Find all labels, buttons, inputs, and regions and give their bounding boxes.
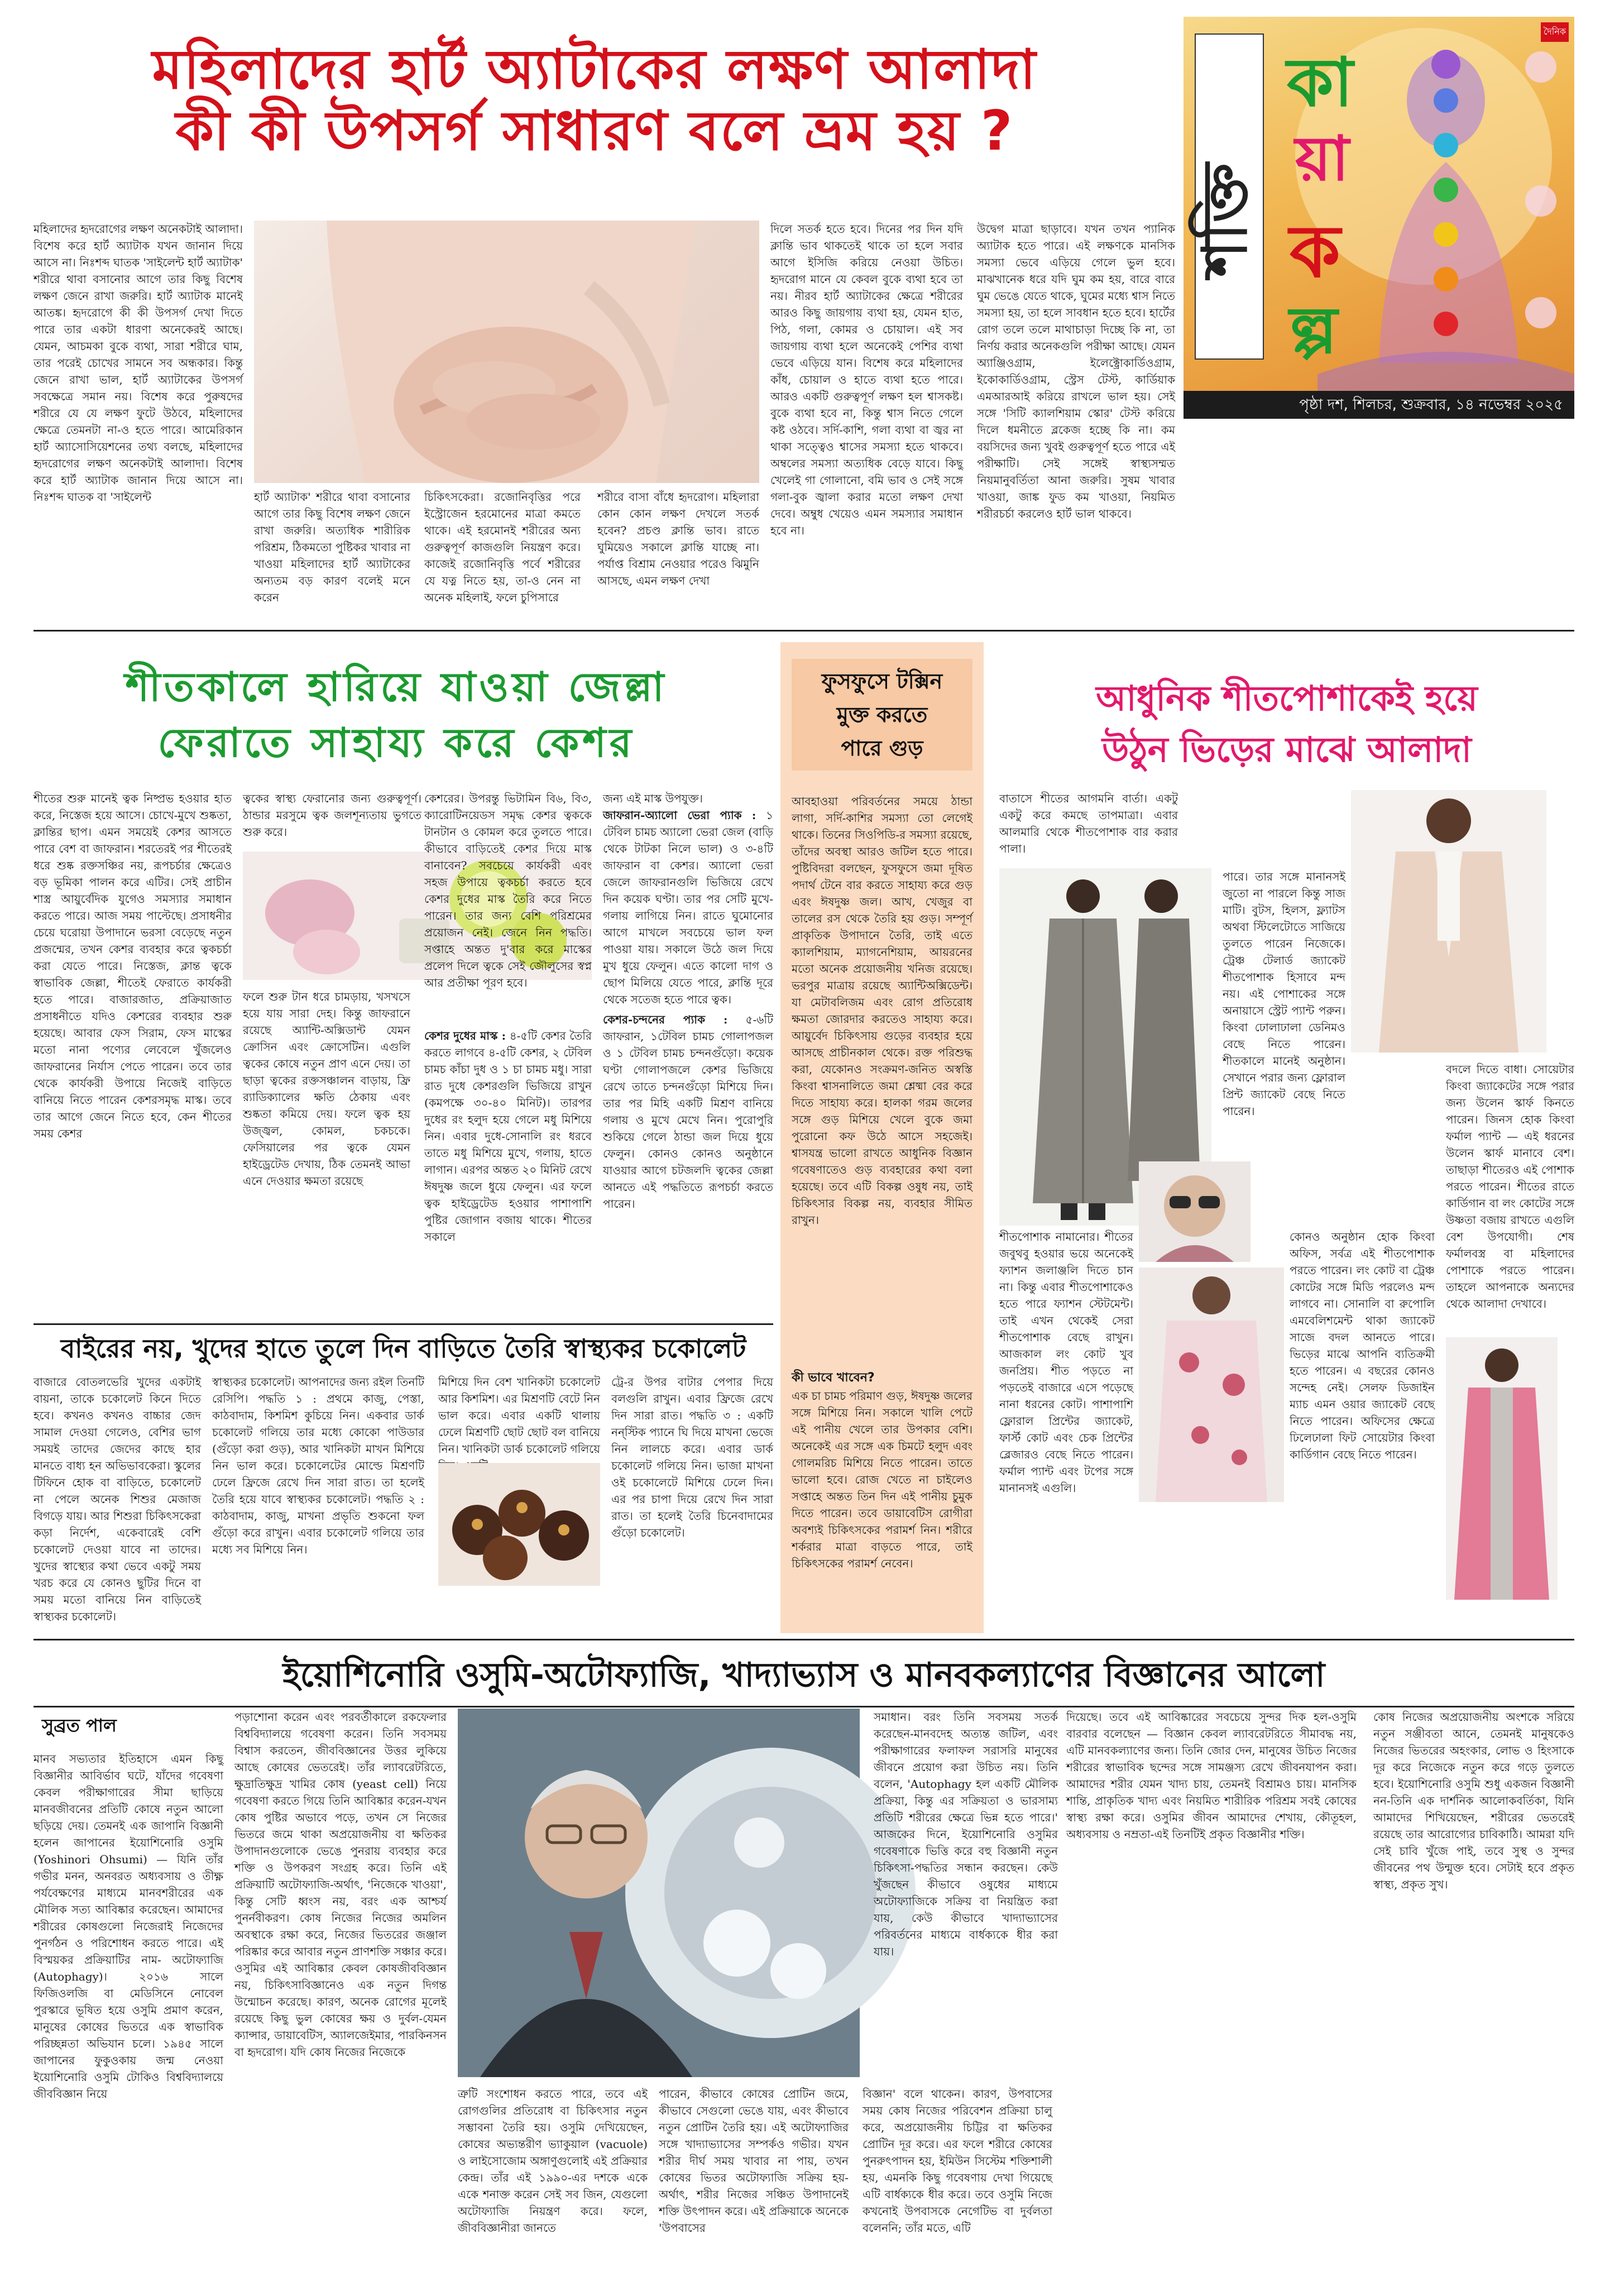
story3-body2: এক চা চামচ পরিমাণ গুড়, ঈষদুষ্ণ জলের সঙ্গে মিশিয়ে নিন। সকালে খালি পেটে এই পানীয় খেলে তার উপকার বেশি। অনেকেই এর সঙ্গে এক চিমটে হলুদ এবং গোলমরিচ মিশিয়ে নিতে পারেন। তাতে ভালো হবে। রোজ খেতে না চাইলেও সপ্তাহে অন্তত তিন দিন এই পানীয় চুমুক দিতে পারেন। তবে ডায়াবেটিস রোগীরা অবশ্যই চিকিৎসকের পরামর্শ নিন। শরীরে শর্করার মাত্রা বাড়তে পারে, তাই চিকিৎসকের পরামর্শ নেবেন।	[792, 1389, 972, 1570]
story1-headline-line1: মহিলাদের হার্ট অ্যাটাকের লক্ষণ আলাদা	[152, 38, 1037, 102]
story1-col5: দিলে সতর্ক হতে হবে। দিনের পর দিন যদি ক্লান্তি ভাব থাকতেই থাকে তা হলে সবার আগে ইসিজি করিয়ে নেওয়া উচিত। হৃদরোগ মানে যে কেবল বুকে ব্যথা হবে তা নয়। নীরব হার্ট অ্যাটাকের ক্ষেত্রে শরীরের আরও কিছু জায়গায় ব্যথা হয়, যেমন হাত, পিঠ, গলা, কোমর ও চোয়াল। এই সব জায়গায় ব্যথা হলে অনেকেই পেশির ব্যথা ভেবে এড়িয়ে যান। বিশেষ করে মহিলাদের কাঁধ, চোয়াল ও হাতে ব্যথা হতে পারে। আরও একটি গুরুত্বপূর্ণ লক্ষণ হল শ্বাসকষ্ট। বুকে ব্যথা হবে না, কিন্তু শ্বাস নিতে গেলে কষ্ট ওঠবে। সর্দি-কাশি, গলা ব্যথা বা জ্বর না থাকা সত্ত্বেও শ্বাসের সমস্যা হতে থাকবে। অম্বলের সমস্যা অত্যধিক বেড়ে যাবে। কিছু খেলেই গা গোলানো, বমি ভাব ও সেই সঙ্গে গলা-বুক জ্বালা করার মতো লক্ষণ দেখা দেবে। অম্বুধ খেয়েও এমন সমস্যার সমাধান হবে না।	[770, 222, 963, 537]
pink-cardigan-photo	[1446, 1337, 1558, 1600]
masthead-logo-box	[1189, 34, 1264, 360]
story3-body: আবহাওয়া পরিবর্তনের সময়ে ঠান্ডা লাগা, সর্দি-কাশির সমস্যা তো লেগেই থাকে। তিনের সিওপিডি-র সমস্যা রয়েছে, তাঁদের অবস্থা আরও জটিল হতে পারে। পুষ্টিবিদরা বলছেন, ফুসফুসে জমা দূষিত পদার্থ টেনে বার করতে সাহায্য করে গুড় এবং ঈষদুষ্ণ জল। আখ, খেজুর বা তালের রস থেকে তৈরি হয় গুড়। সম্পূর্ণ প্রাকৃতিক উপাদানে তৈরি, তাই এতে ক্যালশিয়াম, ম্যাগনেশিয়াম, আয়রনের মতো অনেক প্রয়োজনীয় খনিজ রয়েছে। ভরপুর মাত্রায় রয়েছে অ্যান্টিঅক্সিডেন্ট। যা মেটাবলিজম এবং রোগ প্রতিরোধ ক্ষমতা জোরদার করতেও সাহায্য করে। আয়ুর্বেদ চিকিৎসায় গুড়ের ব্যবহার হয়ে আসছে প্রাচীনকাল থেকে। রক্ত পরিশুদ্ধ করা, যেকোনও সংক্রমণ-জনিত অস্বস্তি কিংবা শ্বাসনালিতে জমা শ্লেষ্মা বের করে দিতে সাহায্য করে। হালকা গরম জলের সঙ্গে গুড় মিশিয়ে খেলে বুকে জমা পুরোনো কফ উঠে আসে সহজেই। শ্বাসযন্ত্র ভালো রাখতে আধুনিক বিজ্ঞান গবেষণাতেও গুড় ব্যবহারের কথা বলা হয়েছে। তবে এটি বিকল্প ওষুধ নয়, তাই চিকিৎসার বিকল্প নয়, ব্যবহার সীমিত রাখুন।	[792, 795, 972, 1227]
story2-col1: শীতের শুরু মানেই ত্বক নিষ্প্রভ হওয়ার হাত করে, নিস্তেজ হয়ে আসে। চোখে-মুখে শুষ্কতা, ক্লান্তির ছাপ। এমন সময়েই কেশর আসতে পারে বেশ বা জাফরান। শরতেরই পর শীতেরই ধরে শুষ্ক রক্তসঞ্চির নয়, রূপচর্চার ক্ষেত্রেও বড় ভূমিকা পালন করে এটির। সেই প্রাচীন শাস্ত্র আয়ুর্বেদিক যুগেও সমস্যার সমাধান করতে পারে। আজ সময় পাল্টেছে। প্রসাধনীর চেয়ে ঘরোয়া উপাদানে ভরসা বেড়েছে নতুন প্রজন্মের, তখন কেশর ব্যবহার করে ত্বকচর্চা করা যেতে পারে। নিস্তেজ, ক্লান্ত ত্বকে স্বাভাবিক জেল্লা, শীতেই ফেরাতে কার্যকরী হতে পারে। বাজারজাত, প্রক্রিয়াজাত প্রসাধনীতে যদিও কেশরের ব্যবহার শুরু হয়েছে। আবার ফেস সিরাম, ফেস মাস্কের মতো নানা পণ্যের লেবেলে খুঁজলেও জাফরানের নির্যাস পেতে পারেন। তবে তার থেকে কার্যকরী উপায়ে নিজেই বাড়িতে বানিয়ে নিতে পারেন কেশরসমৃদ্ধ মাস্ক। তবে তার আগে জেনে নিতে হবে, কেন শীতের সময় কেশর	[33, 792, 232, 1140]
story2-col4-body2: ৫-৬টি জাফরান, ১টেবিল চামচ গোলাপজল ও ১ টেবিল চামচ চন্দনগুঁড়ো। কয়েক ঘণ্টা গোলাপজলে কেশর ভিজিয়ে রেখে তাতে চন্দনগুঁড়ো মিশিয়ে দিন। তার পর মিহি একটি মিশ্রণ বানিয়ে গলায় ও মুখে মেখে নিন। পুরোপুরি শুকিয়ে গেলে ঠান্ডা জল দিয়ে ধুয়ে ফেলুন। কোনও কোনও অনুষ্ঠানে যাওয়ার আগে চটজলদি ত্বকের জেল্লা আনতে এই পদ্ধতিতে রূপচর্চা করতে পারেন।	[603, 1013, 773, 1211]
masthead-section-letter-4: ল্প	[1290, 293, 1338, 370]
story2-col4	[603, 790, 773, 1315]
story2-col4-title2: কেশর-চন্দনের প্যাক :	[603, 1013, 728, 1026]
story4-headline	[999, 673, 1574, 776]
story1-col6: উদ্বেগ মাত্রা ছাড়াবে। যখন তখন প্যানিক অ্যাটাক হতে পারে। এই লক্ষণকে মানসিক সমস্যা ভেবে এড়িয়ে গেলে ভুল হবে। মাঝখানেক ধরে যদি ঘুম কম হয়, বারে বারে ঘুম ভেঙে যেতে থাকে, ঘুমের মধ্যে শ্বাস নিতে সমস্যা হয়, তা হলে সাবধান হতে হবে। হার্টের রোগ তলে তলে মাথাচাড়া দিচ্ছে কি না, তা নির্ণয় করার অনেকগুলি পরীক্ষা আছে। যেমন অ্যাঞ্জিওগ্রাম, ইলেক্ট্রোকার্ডিওগ্রাম, ইকোকার্ডিওগ্রাম, স্ট্রেস টেস্ট, কার্ডিয়াক এমআরআই করিয়ে রাখলে ভাল হয়। সেই সঙ্গে 'সিটি ক্যালশিয়াম স্কোর' টেস্ট করিয়ে দিলে ধমনীতে ব্লকেজ হচ্ছে কি না। কম বয়সিদের জন্য খুবই গুরুত্বপূর্ণ হতে পারে এই পরীক্ষাটি। সেই সঙ্গেই স্বাস্থ্যসম্মত নিয়মানুবর্তিতা আনা জরুরি। সুষম খাবার খাওয়া, জাঙ্ক ফুড কম খাওয়া, নিয়মিত শরীরচর্চা করলেও হার্ট ভাল থাকবে।	[977, 222, 1175, 520]
story2-col3b-body: ৪-৫টি কেশর তৈরি করতে লাগবে ৪-৫টি কেশর, ২ টেবিল চামচ কাঁচা দুধ ও ১ চা চামচ মধু। সারা রাত দুধে কেশরগুলি ভিজিয়ে রাখুন (কমপক্ষে ৩০-৪০ মিনিট)। তারপর দুধের রং হলুদ হয়ে গেলে মধু মিশিয়ে নিন। এবার দুধে-সোনালি রং ধরবে তাতে মধু মিশিয়ে মুখে, গলায়, হাতে লাগান। এরপর অন্তত ২০ মিনিট রেখে ঈষদুষ্ণ জলে ধুয়ে ফেলুন। এর ফলে ত্বক হাইড্রেটেড হওয়ার পাশাপাশি পুষ্টির জোগান বজায় থাকে। শীতের সকালে	[424, 1029, 592, 1243]
story5-col3: মিশিয়ে দিন বেশ খানিকটা চকোলেট আর কিশমিশ। এর মিশ্রণটি বেটে নিন ভাল করে। এবার একটি থালায় ঢেলে মিশ্রণটি ছোট ছোট বল বানিয়ে নিন। খানিকটা ডার্ক চকোলেট গলিয়ে	[438, 1375, 600, 1456]
story1-headline-line2: কী কী উপসর্গ সাধারণ বলে ভ্রম হয় ?	[175, 99, 1014, 163]
story1-headline	[33, 39, 1156, 162]
story6-col6: সমাধান। বরং তিনি সবসময় সতর্ক করেছেন-মানবদেহ অত্যন্ত জটিল, এবং পরীক্ষাগারের ফলাফল সরাসরি মানুষের জীবনে প্রয়োগ করা উচিত নয়। তিনি বলেন, 'Autophagy হল একটি মৌলিক প্রক্রিয়া, কিন্তু এর সক্রিয়তা ও ভারসাম্য প্রতিটি শরীরের ক্ষেত্রে ভিন্ন হতে পারে।' আজকের দিনে, ইয়োশিনোরি ওসুমির গবেষণাকে ভিত্তি করে বহু বিজ্ঞানী নতুন চিকিৎসা-পদ্ধতির সন্ধান করছেন। কেউ খুঁজছেন কীভাবে ওষুধের মাধ্যমে অটোফ্যাজিকে সক্রিয় বা নিয়ন্ত্রিত করা যায়, কেউ কীভাবে খাদ্যাভ্যাসের পরিবর্তনের মাধ্যমে বার্ধক্যকে ধীর করা যায়।	[874, 1710, 1058, 1958]
story5-col4: ট্রে-র উপর বাটার পেপার দিয়ে বলগুলি রাখুন। এবার ফ্রিজে রেখে দিন সারা রাত। পদ্ধতি ৩ : একটি নন্‌স্টিক প্যানে ঘি দিয়ে মাখনা ভেজে নিন লালচে করে। এবার ডার্ক চকোলেট গলিয়ে নিন। ভাজা মাখনা ওই চকোলেটে মিশিয়ে ঢেলে দিন। এর পর চাপা দিয়ে রেখে দিন সারা রাত। তা হলেই তৈরি চিনেবাদামের গুঁড়ো চকোলেট।	[611, 1375, 773, 1539]
masthead-section-letter-2: য়া	[1295, 123, 1349, 194]
story4-headline-line1: আধুনিক শীতপোশাকেই হয়ে	[1096, 678, 1478, 719]
story4-col-right1: পারে। তার সঙ্গে মানানসই জুতো না পারলে কিন্তু সাজ মাটি। বুটস, হিলস, ফ্ল্যাটস অথবা স্টিলেটোতে সাজিয়ে তুলতে পারেন নিজেকে। ট্রেঞ্চ টেলার্ড জ্যাকেট শীতপোশাক হিসাবে মন্দ নয়। এই পোশাকের সঙ্গে অনায়াসে স্ট্রেট প্যান্ট পরুন। কিংবা ঢোলাঢালা ডেনিমও বেছে নিতে পারেন। শীতকালে মানেই অনুষ্ঠান। সেখানে পরার জন্য ফ্লোরাল প্রিন্ট জ্যাকেট বেছে নিতে পারেন।	[1223, 870, 1345, 1118]
story3-headline-line3: পারে গুড়	[841, 736, 923, 760]
story6-col8: কোষ নিজের অপ্রয়োজনীয় অংশকে সরিয়ে নতুন সঞ্জীবতা আনে, তেমনই মানুষকেও নিজের ভিতরের অহংকার, লোভ ও হিংসাকে দূর করে নিজেকে নতুন করে গড়ে তুলতে হবে। ইয়োশিনোরি ওসুমি শুধু একজন বিজ্ঞানী নন-তিনি এক দার্শনিক আলোকবর্তিকা, যিনি আমাদের শিখিয়েছেন, শরীরের ভেতরেই রয়েছে তার আরোগ্যের চাবিকাঠি। আমরা যদি সেই চাবি খুঁজে পাই, তবে সুস্থ ও সুন্দর জীবনের পথ উন্মুক্ত হবে। সেটাই হবে প্রকৃত স্বাস্থ্য, প্রকৃত সুখ।	[1373, 1710, 1574, 1891]
rule-middle-section	[33, 1639, 1574, 1640]
floral-jacket-photo	[1139, 1267, 1284, 1502]
story6-headline: ইয়োশিনোরি ওসুমি-অটোফ্যাজি, খাদ্যাভ্যাস ও মানবকল্যাণের বিজ্ঞানের আলো	[282, 1656, 1325, 1695]
story2-col3b	[424, 1027, 592, 1315]
story2-col4-intro: জন্য এই মাস্ক উপযুক্ত।	[603, 792, 703, 805]
story3-subtitle: কী ভাবে খাবেন?	[792, 1371, 875, 1385]
chocolate-balls-photo	[438, 1463, 600, 1586]
story2-headline-line2: ফেরাতে সাহায্য করে কেশর	[157, 719, 635, 766]
story6-col1: মানব সভ্যতার ইতিহাসে এমন কিছু বিজ্ঞানীর আবির্ভাব ঘটে, যাঁদের গবেষণা কেবল পরীক্ষাগারের সীমা ছাড়িয়ে মানবজীবনের প্রতিটি কোষে নতুন আলো ছড়িয়ে দেয়। তেমনই এক জাপানি বিজ্ঞানী হলেন জাপানের ইয়োশিনোরি ওসুমি (Yoshinori Ohsumi) — যিনি তাঁর গভীর মনন, অনবরত অধ্যবসায় ও তীক্ষ্ণ পর্যবেক্ষণের মাধ্যমে মানবশরীরের এক মৌলিক সত্য আবিষ্কার করেছেন। আমাদের শরীরের কোষগুলো নিজেরাই নিজেদের পুনর্গঠন ও পরিশোধন করতে পারে। এই বিস্ময়কর প্রক্রিয়াটির নাম- অটোফ্যাজি (Autophagy)। ২০১৬ সালে ফিজিওলজি বা মেডিসিনে নোবেল পুরস্কারে ভূষিত হয়ে ওসুমি প্রমাণ করেন, মানুষের কোষের ভিতরে এক স্বাভাবিক পরিচ্ছন্নতা অভিযান চলে। ১৯৪৫ সালে জাপানের ফুকুওকায় জন্ম নেওয়া ইয়োশিনোরি ওসুমি টোকিও বিশ্ববিদ্যালয়ে জীববিজ্ঞান নিয়ে	[33, 1752, 223, 2101]
story2-headline-line1: শীতকালে হারিয়ে যাওয়া জেল্লা	[125, 663, 668, 710]
story4-col-c: বদলে দিতে বাধা। সোয়েটার কিংবা জ্যাকেটের সঙ্গে পরার জন্য উলেন স্কার্ফ কিনতে পারেন। জিনস হোক কিংবা ফর্মাল প্যান্ট — এই ধরনের উলেন স্কার্ফ মানাবে বেশ। তাছাড়া শীতেরও এই পোশাক পরতে পারেন। শীতের রাতে কার্ডিগান বা লং কোটের সঙ্গে উষ্ণতা বজায় রাখতে এগুলি বেশ উপযোগী। শেষ ফর্মালবস্ত্র বা মহিলাদের পোশাকে পরতে পারেন। তাহলে আপনাকে অন্যদের থেকে আলাদা দেখাবে।	[1446, 1063, 1574, 1310]
story5-col1: বাজারে বোতলভেরি খুদের একটাই বায়না, তাকে চকোলেট কিনে দিতে হবে। কখনও কখনও বাচ্চার জেদ সামাল দেওয়া গেলেও, বেশির ভাগ সময়ই তাদের জেদের কাছে হার মানতে বাধ্য হন অভিভাবকেরা। স্কুলের টিফিনে হোক বা বাড়িতে, চকোলেট না পেলে অনেক শিশুর মেজাজ বিগড়ে যায়। আর শিশুরা চিকিৎসকেরা কড়া নির্দেশ, একেবারেই বেশি চকোলেট দেওয়া যাবে না তাদের। খুদের স্বাস্থ্যের কথা ভেবে একটু সময় খরচ করে যে কোনও ছুটির দিনে বা সময় মতো বানিয়ে নিন বাড়িতেই স্বাস্থ্যকর চকোলেট।	[33, 1375, 201, 1623]
masthead-section-letter-1: কা	[1287, 44, 1353, 122]
story5-headline: বাইরের নয়, খুদের হাতে তুলে দিন বাড়িতে তৈরি স্বাস্থ্যকর চকোলেট	[60, 1333, 746, 1364]
story3-headline	[792, 659, 972, 771]
story2-col4-title1: জাফরান-অ্যালো ভেরা প্যাক :	[603, 809, 756, 822]
masthead-logo: শক্তি	[1189, 163, 1261, 277]
story4-headline-line2: উঠুন ভিড়ের মাঝে আলাদা	[1102, 729, 1472, 770]
story3-box	[780, 642, 984, 1633]
woman-chest-pain-photo	[254, 221, 759, 483]
story4-intro: বাতাসে শীতের আগমনি বার্তা। একটু একটু করে কমছে তাপমাত্রা। এবার আলমারি থেকে শীতপোশাক বার করার পালা।	[999, 792, 1178, 855]
story2-headline	[33, 659, 759, 771]
yoshinori-ohsumi-photo	[458, 1709, 860, 2077]
story4-photo-blazer	[1351, 790, 1546, 1053]
story5-col3-tail	[438, 1591, 600, 1633]
story6-author: সুব্রত পাল	[42, 1715, 117, 1736]
story6-col4: পারেন, কীভাবে কোষের প্রোটিন জমে, কীভাবে সেগুলো ভেঙে যায়, এবং কীভাবে নতুন প্রোটিন তৈরি হয়। এই অটোফ্যাজির সঙ্গে খাদ্যাভ্যাসের সম্পর্কও গভীর। যখন শরীর দীর্ঘ সময় খাবার না পায়, তখন কোষের ভিতর অটোফ্যাজি সক্রিয় হয়-অর্থাৎ, শরীর নিজের সঞ্চিত উপাদানেই শক্তি উৎপাদন করে। এই প্রক্রিয়াকে অনেকে 'উপবাসের	[659, 2087, 849, 2235]
story1-col3: চিকিৎসকেরা। রজোনিবৃত্তির পরে ইস্ট্রোজেন হরমোনের মাত্রা কমতে থাকে। এই হরমোনই শরীরের অন্য গুরুত্বপূর্ণ কাজগুলি নিয়ন্ত্রণ করে। কাজেই রজোনিবৃত্তি পর্বে শরীরের যে যত্ন নিতে হয়, তা-ও নেন না অনেক মহিলাই, ফলে চুপিসারে	[424, 490, 581, 604]
story2-col3: কেশরের। উপরন্তু ভিটামিন বি৬, বি৩, ক্যারোটিনয়েডস সমৃদ্ধ কেশর ত্বককে টানটান ও কোমল করে তুলতে পারে। কীভাবে বাড়িতেই কেশর দিয়ে মাস্ক বানাবেন? সবচেয়ে কার্যকরী এবং সহজ উপায়ে ত্বকচর্চা করতে হবে কেশর দুধের মাস্ক তৈরি করে নিতে পারেন। তার জন্য বেশি পরিশ্রমের প্রয়োজন নেই। জেনে নিন পদ্ধতি। সপ্তাহে অন্তত দু'বার করে মাস্কের প্রলেপ দিলে ত্বকে সেই জৌলুসের স্বপ্ন আর প্রতীক্ষা পূরণ হবে।	[424, 792, 592, 989]
story6-col7: দিয়েছে। তবে এই আবিষ্কারের সবচেয়ে সুন্দর দিক হল-ওসুমি বারবার বলেছেন — বিজ্ঞান কেবল ল্যাবরেটরিতে সীমাবদ্ধ নয়, এটি মানবকল্যাণের জন্য। তিনি জোর দেন, মানুষের উচিত নিজের শরীরের স্বাভাবিক ছন্দের সঙ্গে সামঞ্জস্য রেখে জীবনযাপন করা। আমাদের শরীর যেমন খাদ্য চায়, তেমনই বিশ্রামও চায়। মানসিক শান্তি, প্রাকৃতিক খাদ্য এবং নিয়মিত শারীরিক পরিশ্রম সবই কোষের স্বাস্থ্য রক্ষা করে। ওসুমির জীবন আমাদের শেখায়, কৌতূহল, অধ্যবসায় ও নম্রতা-এই তিনটিই প্রকৃত বিজ্ঞানীর শক্তি।	[1066, 1710, 1357, 1841]
story4-photo-sunglasses	[1139, 1161, 1251, 1262]
story5-photo	[438, 1463, 600, 1586]
story3-headline-line1: ফুসফুসে টক্সিন	[821, 669, 943, 693]
masthead-date-bar	[1184, 391, 1574, 419]
masthead-paper-tag: দৈনিক	[1541, 22, 1569, 42]
story1-col2: হার্ট অ্যাটাক' শরীরে থাবা বসানোর আগে তার কিছু বিশেষ লক্ষণ জেনে রাখা জরুরি। অত্যধিক শারীরিক পরিশ্রম, ঠিকমতো পুষ্টিকর খাবার না খাওয়া মহিলাদের হার্ট অ্যাটাকের অন্যতম বড় কারণ বলেই মনে করেন	[254, 490, 410, 604]
woman-sunglasses-photo	[1139, 1161, 1251, 1262]
story6-col3: ত্রুটি সংশোধন করতে পারে, তবে এই রোগগুলির প্রতিরোধ বা চিকিৎসার নতুন সম্ভাবনা তৈরি হয়। ওসুমি দেখিয়েছেন, কোষের অভ্যন্তরীণ ভ্যাকুয়াল (vacuole) ও লাইসোজোম অঙ্গাণুগুলোই এই প্রক্রিয়ার কেন্দ্র। তাঁর এই ১৯৯০-এর দশকে একে একে শনাক্ত করেন সেই সব জিন, যেগুলো অটোফ্যাজি নিয়ন্ত্রণ করে। ফলে, জীববিজ্ঞানীরা জানতে	[458, 2087, 648, 2235]
story6-byline	[42, 1711, 209, 1739]
story2-col3b-title: কেশর দুধের মাস্ক :	[424, 1029, 506, 1042]
masthead-panel	[1184, 17, 1574, 419]
masthead-date-text: পৃষ্ঠা দশ, শিলচর, শুক্রবার, ১৪ নভেম্বর ২০২৫	[1299, 396, 1563, 413]
story4-col-b: কোনও অনুষ্ঠান হোক কিংবা অফিস, সর্বত্র এই শীতপোশাক পরতে পারেন। লং কোট বা ট্রেঞ্চ কোটের সঙ্গে মিডি পরলেও মন্দ লাগবে না। সোনালি বা রুপোলি এমবেলিশমেন্ট থাকা জ্যাকেট সাজে বদল আনতে পারে। ভিড়ের মাঝে আপনি ব্যতিক্রমী হতে পারেন। এ বছরের কোনও সন্দেহ নেই। সেলফ ডিজাইন ম্যাচ এমন ওয়ার জ্যাকেট বেছে নিতে পারেন। অফিসের ক্ষেত্রে ঢিলেঢালা ফিট সোয়েটার কিংবা কার্ডিগান বেছে নিতে পারেন।	[1290, 1230, 1435, 1461]
story6-col2: পড়াশোনা করেন এবং পরবর্তীকালে রকফেলার বিশ্ববিদ্যালয়ে গবেষণা করেন। তিনি সবসময় বিশ্বাস করতেন, জীববিজ্ঞানের উত্তর লুকিয়ে আছে কোষের ভেতরেই। তাঁর ল্যাবরেটরিতে, ক্ষুদ্রাতিক্ষুদ্র খামির কোষ (yeast cell) নিয়ে গবেষণা করতে গিয়ে তিনি আবিষ্কার করেন-যখন কোষ পুষ্টির অভাবে পড়ে, তখন সে নিজের ভিতরে জমে থাকা অপ্রয়োজনীয় বা ক্ষতিকর উপাদানগুলোকে ভেঙে পুনরায় ব্যবহার করে শক্তি ও উপকরণ সংগ্রহ করে। তিনি এই প্রক্রিয়াটি অটোফ্যাজি-অর্থাৎ, 'নিজেকে খাওয়া', কিন্তু সেটি ধ্বংস নয়, বরং এক আশ্চর্য পুনর্নবীকরণ। কোষ নিজের নিজের অমলিন অবস্থাকে রক্ষা করে, নিজের ভিতরের জঞ্জাল পরিষ্কার করে আবার নতুন প্রাণশক্তি সঞ্চার করে। ওসুমির এই আবিষ্কার কেবল কোষজীববিজ্ঞান নয়, চিকিৎসাবিজ্ঞানেও এক নতুন দিগন্ত উন্মোচন করেছে। কারণ, অনেক রোগের মূলেই রয়েছে কিছু ভুল কোষের ক্ষয় ও দুর্বল-যেমন ক্যান্সার, ডায়াবেটিস, অ্যালজেইমার, পারকিনসন বা হৃদরোগ। যদি কোষ নিজের নিজেকে	[234, 1710, 447, 2059]
masthead-section-letter-3: ক	[1290, 209, 1340, 294]
story1-col1: মহিলাদের হৃদরোগের লক্ষণ অনেকটাই আলাদা। বিশেষ করে হার্ট অ্যাটাক যখন জানান দিয়ে আসে না। নিঃশব্দ ঘাতক 'সাইলেন্ট হার্ট অ্যাটাক' শরীরে থাবা বসানোর আগে তার কিছু বিশেষ লক্ষণ জেনে রাখা জরুরি। হার্ট অ্যাটাক মানেই আতঙ্ক। হৃদরোগে কী কী উপসর্গ দেখা দিতে পারে তার একটা ধারণা অনেকেরই আছে। যেমন, আচমকা বুকে ব্যথা, সারা শরীরে ঘাম, তার পরেই চোখের সামনে সব অন্ধকার। কিন্তু জেনে রাখা ভাল, হার্ট অ্যাটাকের উপসর্গ সবক্ষেত্রে সমান নয়। বিশেষ করে পুরুষদের শরীরে যে যে লক্ষণ ফুটে উঠবে, মহিলাদের ক্ষেত্রে তেমনটা না-ও হতে পারে। আমেরিকান হার্ট অ্যাসোসিয়েশনের তথ্য বলছে, মহিলাদের হৃদরোগের লক্ষণ অনেকটাই আলাদা। বিশেষ করে হার্ট অ্যাটাক জানান দিয়ে আসে না। নিঃশব্দ ঘাতক বা 'সাইলেন্ট	[33, 222, 243, 504]
rule-story6-headline	[33, 1706, 1574, 1707]
story4-photo-floral	[1139, 1267, 1284, 1502]
rule-top-section	[33, 630, 1574, 632]
story5-col2: স্বাস্থ্যকর চকোলেট। আপনাদের জন্য রইল তিনটি রেসিপি। পদ্ধতি ১ : প্রথমে কাজু, পেস্তা, কাঠবাদাম, কিশমিশ কুচিয়ে নিন। একবার ডার্ক চকোলেট গলিয়ে তার মধ্যে কোকো পাউডার (গুঁড়ো করা গুড়), আর খানিকটা মাখন মিশিয়ে নিন ভাল করে। চকোলেটের মোল্ডে মিশ্রণটি ঢেলে ফ্রিজে রেখে দিন সারা রাত। তা হলেই তৈরি হয়ে যাবে স্বাস্থ্যকর চকোলেট। পদ্ধতি ২ : কাঠবাদাম, কাজু, মাখনা প্রভৃতি শুকনো ফল গুঁড়ো করে রাখুন। এবার চকোলেট গলিয়ে তার মধ্যে সব মিশিয়ে নিন।	[212, 1375, 424, 1556]
story2-col4-body1: ১ টেবিল চামচ অ্যালো ভেরা জেল (বাড়ি থেকে টাটকা নিলে ভাল) ও ৩-৪টি জাফরান বা কেশর। অ্যালো ভেরা জেলে জাফরানগুলি ভিজিয়ে রেখে দিন কয়েক ঘণ্টা। তার পর সেটি মুখে-গলায় লাগিয়ে নিন। রাতে ঘুমোনোর আগে মাখলে সবচেয়ে ভাল ফল পাওয়া যায়। সকালে উঠে জল দিয়ে মুখ ধুয়ে ফেলুন। এতে কালো দাগ ও ছোপ মিলিয়ে যেতে পারে, ক্লান্তি দূরে থেকে সতেজ হতে পারে ত্বক।	[603, 809, 773, 1006]
story3-headline-line2: মুক্ত করতে	[836, 702, 928, 727]
story4-photo-pink-cardigan	[1446, 1337, 1558, 1600]
story1-photo	[254, 221, 759, 483]
pink-blazer-photo	[1351, 790, 1546, 1053]
rule-story5-top	[33, 1323, 773, 1325]
story6-photo	[458, 1709, 860, 2077]
story1-col4: শরীরে বাসা বাঁধে হৃদরোগ। মহিলারা কোন কোন লক্ষণ দেখলে সতর্ক হবেন? প্রচণ্ড ক্লান্তি ভাব। রাতে ঘুমিয়েও সকালে ক্লান্তি যাচ্ছে না। পর্যাপ্ত বিশ্রাম নেওয়ার পরেও ঝিমুনি আসছে, এমন লক্ষণ দেখা	[597, 490, 759, 587]
story6-col5: বিজ্ঞান' বলে থাকেন। কারণ, উপবাসের সময় কোষ নিজের পরিবেশন প্রক্রিয়া চালু করে, অপ্রয়োজনীয় চিট্টির বা ক্ষতিকর প্রোটিন দূর করে। এর ফলে শরীরে কোষের পুনরুৎপাদন হয়, ইমিউন সিস্টেম শক্তিশালী হয়, এমনকি কিছু গবেষণায় দেখা গিয়েছে এটি বার্ধক্যকে ধীর করে। তবে ওসুমি নিজে কখনোই উপবাসকে নেগেটিভ বা দুর্বলতা বলেননি; তাঁর মতে, এটি	[863, 2087, 1052, 2235]
story2-col2: ত্বকের স্বাস্থ্য ফেরানোর জন্য গুরুত্বপূর্ণ। ঠান্ডার মরসুমে ত্বক জলশূন্যতায় ভুগতে শুরু করে।	[243, 792, 421, 839]
story2-col2b: ফলে শুরু টান ধরে চামড়ায়, খসখসে হয়ে যায় সারা দেহ। কিন্তু জাফরানে রয়েছে অ্যান্টি-অক্সিডান্ট যেমন ক্রোসিন এবং ক্রোসেটিন। এগুলি ত্বকের কোষে নতুন প্রাণ এনে দেয়। তা ছাড়া ত্বকের রক্তসঞ্চালন বাড়ায়, ফ্রি র‍্যাডিক্যালের ক্ষতি ঠেকায় এবং শুষ্কতা কমিয়ে দেয়। ফলে ত্বক হয় উজ্জ্বল, কোমল, চকচকে। ফেসিয়ালের পর ত্বকে যেমন হাইড্রেটেড দেখায়, ঠিক তেমনই আভা এনে দেওয়ার ক্ষমতা রয়েছে	[243, 990, 410, 1188]
story4-col-a: শীতপোশাক নামানোর। শীতের জবুথবু হওয়ার ভয়ে অনেকেই ফ্যাশন জলাঞ্জলি দিতে চান না। কিন্তু এবার শীতপোশাকেও হতে পারে ফ্যাশন স্টেটমেন্ট। তাই এখন থেকেই সেরা শীতপোশাক বেছে রাখুন। আজকাল লং কোট খুব জনপ্রিয়। শীত পড়তে না পড়তেই বাজারে এসে পড়েছে নানা ধরনের কোট। পাশাপাশি ফ্লোরাল প্রিন্টের জ্যাকেট, ফার্স্ট কোট এবং চেক প্রিন্টের ব্লেজারও বেছে নিতে পারেন। ফর্মাল প্যান্ট এবং টপের সঙ্গে মানানসই এগুলি।	[999, 1230, 1133, 1495]
